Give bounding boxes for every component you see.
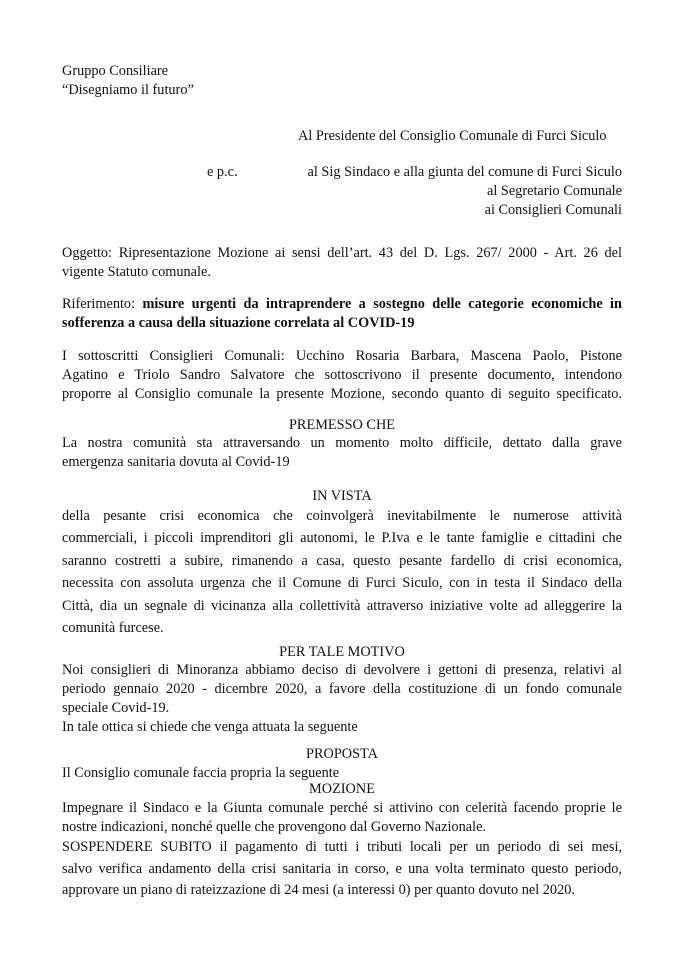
mozione-line: SOSPENDERE SUBITO il pagamento di tutti i tributi locali per un periodo di sei mesi, bbox=[62, 839, 622, 855]
mozione-heading: MOZIONE bbox=[309, 781, 375, 797]
reference-title: misure urgenti da intraprendere a sostegno delle categorie economiche in bbox=[142, 296, 622, 312]
reference-line bbox=[62, 295, 622, 314]
intro-line: Agatino e Triolo Sandro Salvatore che sottoscrivono il presente documento, intendono bbox=[62, 367, 622, 383]
subject-line: vigente Statuto comunale. bbox=[62, 264, 211, 280]
in-vista-heading: IN VISTA bbox=[312, 488, 372, 504]
reference-block bbox=[62, 295, 622, 333]
in-vista-line: Città, dia un segnale di vicinanza alla collettività attraverso iniziative volte ad alleggerire la bbox=[62, 597, 622, 614]
mozione-line: Impegnare il Sindaco e la Giunta comunale perché si attivino con celerità facendo proprie le bbox=[62, 800, 622, 816]
per-tale-motivo-heading: PER TALE MOTIVO bbox=[279, 644, 405, 660]
subject-line: Oggetto: Ripresentazione Mozione ai sensi dell’art. 43 del D. Lgs. 267/ 2000 - Art. 26 del bbox=[62, 245, 622, 261]
intro-line: I sottoscritti Consiglieri Comunali: Ucchino Rosaria Barbara, Mascena Paolo, Pistone bbox=[62, 348, 622, 364]
in-vista-line: commerciali, i piccoli imprenditori gli autonomi, le P.Iva e le tante famiglie e cittadini che bbox=[62, 530, 622, 547]
reference-label: Riferimento: bbox=[62, 296, 143, 312]
recipient-president: Al Presidente del Consiglio Comunale di Furci Siculo bbox=[298, 128, 607, 144]
intro-paragraph bbox=[62, 347, 622, 404]
reference-title: sofferenza a causa della situazione correlata al COVID-19 bbox=[62, 315, 415, 331]
mozione-line: approvare un piano di rateizzazione di 24 mesi (a interessi 0) per quanto dovuto nel 2020. bbox=[62, 882, 575, 898]
mozione-line: salvo verifica andamento della crisi sanitaria in corso, e una volta terminato questo periodo, bbox=[62, 860, 622, 877]
cc-label: e p.c. bbox=[207, 164, 238, 180]
premesso-paragraph bbox=[62, 434, 622, 472]
premesso-line: emergenza sanitaria dovuta al Covid-19 bbox=[62, 454, 290, 470]
premesso-line: La nostra comunità sta attraversando un momento molto difficile, dettato dalla grave bbox=[62, 435, 622, 451]
per-tale-motivo-line: speciale Covid-19. bbox=[62, 700, 170, 716]
proposta-heading: PROPOSTA bbox=[306, 746, 378, 762]
in-vista-line: necessita con assoluta urgenza che il Comune di Furci Siculo, con in testa il Sindaco della bbox=[62, 575, 622, 592]
cc-recipient-secretary: al Segretario Comunale bbox=[487, 183, 622, 199]
per-tale-motivo-line: periodo gennaio 2020 - dicembre 2020, a favore della costituzione di un fondo comunale bbox=[62, 681, 622, 697]
reference-line bbox=[62, 314, 622, 333]
per-tale-motivo-line: In tale ottica si chiede che venga attuata la seguente bbox=[62, 719, 358, 735]
subject-block bbox=[62, 244, 622, 282]
per-tale-motivo-paragraph bbox=[62, 661, 622, 737]
per-tale-motivo-line: Noi consiglieri di Minoranza abbiamo deciso di devolvere i gettoni di presenza, relativi al bbox=[62, 662, 622, 678]
in-vista-paragraph bbox=[62, 505, 622, 639]
mozione-line: nostre indicazioni, nonché quelle che provengono dal Governo Nazionale. bbox=[62, 819, 486, 835]
mozione-paragraph bbox=[62, 799, 622, 837]
intro-line: proporre al Consiglio comunale la presente Mozione, secondo quanto di seguito specificato. bbox=[62, 386, 622, 402]
cc-recipients bbox=[300, 163, 622, 220]
proposta-line: Il Consiglio comunale faccia propria la seguente bbox=[62, 765, 340, 781]
in-vista-line: comunità furcese. bbox=[62, 620, 164, 637]
sender-block bbox=[62, 62, 194, 100]
cc-recipient-councillors: ai Consiglieri Comunali bbox=[484, 202, 622, 218]
premesso-heading: PREMESSO CHE bbox=[288, 417, 396, 433]
in-vista-line: della pesante crisi economica che coinvolgerà inevitabilmente le numerose attività bbox=[62, 508, 622, 524]
sender-motto: “Disegniamo il futuro” bbox=[62, 82, 194, 98]
sender-group: Gruppo Consiliare bbox=[62, 63, 169, 79]
in-vista-line: saranno costretti a subire, rimanendo a casa, questo pesante fardello di crisi economica, bbox=[62, 552, 622, 569]
mozione-request-paragraph bbox=[62, 837, 622, 902]
cc-recipient-mayor: al Sig Sindaco e alla giunta del comune di Furci Siculo bbox=[307, 164, 622, 180]
